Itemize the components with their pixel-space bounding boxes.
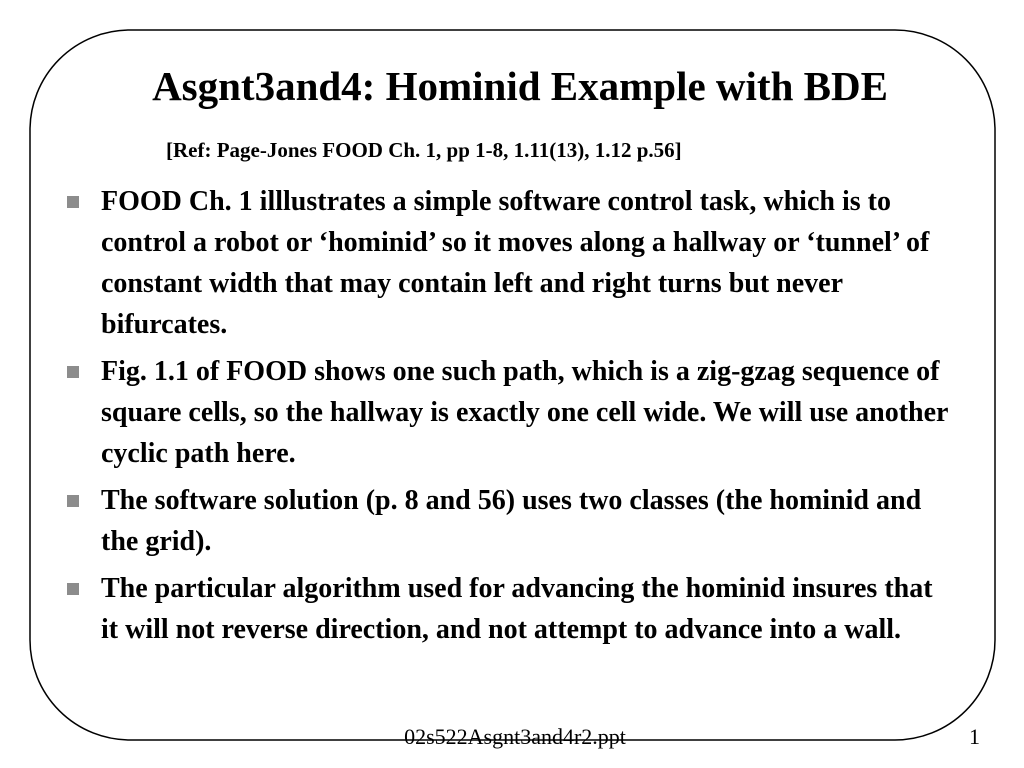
bullet-text: Fig. 1.1 of FOOD shows one such path, which is a zig-gzag sequence of square cells, so the hallway is exactly one cell wide. We will use another cyclic path here. xyxy=(101,356,948,469)
bullet-text: FOOD Ch. 1 illlustrates a simple software control task, which is to control a robot or ‘hominid’ so it moves along a hallway or ‘tunnel’ of constant width that may contain left and right turns but never bifurcates. xyxy=(101,186,930,340)
bullet-text: The particular algorithm used for advancing the hominid insures that it will not reverse direction, and not attempt to advance into a wall. xyxy=(101,573,933,645)
bullet-item xyxy=(60,181,950,345)
square-bullet-icon xyxy=(67,583,79,595)
bullet-list xyxy=(60,181,950,656)
square-bullet-icon xyxy=(67,196,79,208)
page-number: 1 xyxy=(969,724,980,749)
bullet-text: The software solution (p. 8 and 56) uses two classes (the hominid and the grid). xyxy=(101,485,922,557)
bullet-item xyxy=(60,351,950,474)
bullet-item xyxy=(60,480,950,562)
reference-line: [Ref: Page-Jones FOOD Ch. 1, pp 1-8, 1.11(13), 1.12 p.56] xyxy=(166,138,682,162)
bullet-item xyxy=(60,568,950,650)
square-bullet-icon xyxy=(67,366,79,378)
footer-filename: 02s522Asgnt3and4r2.ppt xyxy=(404,724,626,749)
square-bullet-icon xyxy=(67,495,79,507)
slide-title: Asgnt3and4: Hominid Example with BDE xyxy=(152,63,888,109)
